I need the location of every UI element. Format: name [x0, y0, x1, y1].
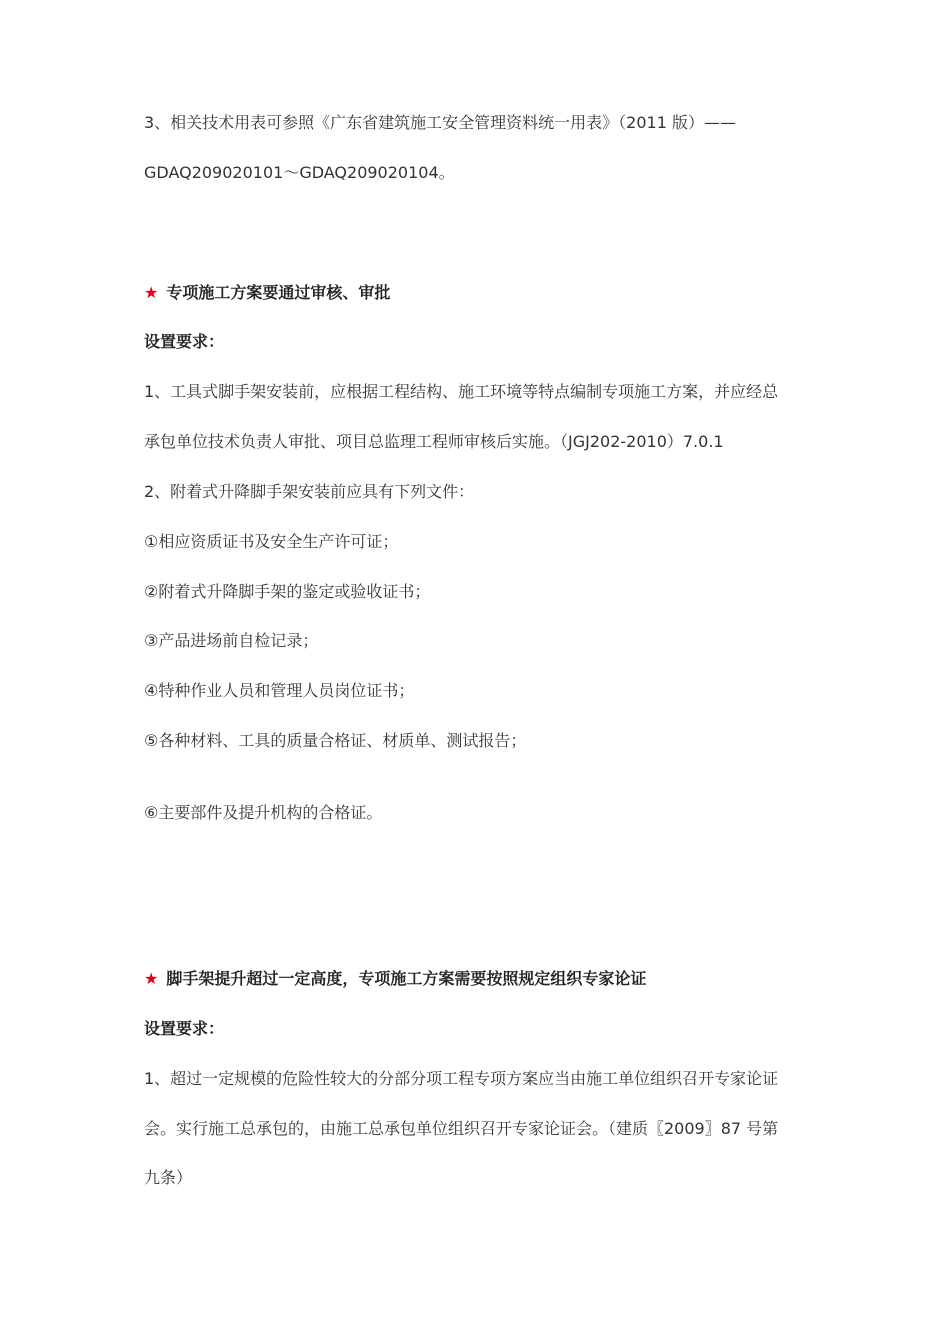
list-item: ⑥主要部件及提升机构的合格证。	[144, 803, 383, 822]
paragraph-line: 2、附着式升降脚手架安装前应具有下列文件：	[144, 482, 475, 501]
paragraph-line: 会。实行施工总承包的，由施工总承包单位组织召开专家论证会。（建质〖2009〗87 号第	[144, 1119, 779, 1138]
section-heading-text: 专项施工方案要通过审核、审批	[166, 283, 391, 302]
section-heading-text: 脚手架提升超过一定高度，专项施工方案需要按照规定组织专家论证	[166, 969, 647, 988]
paragraph-line: 九条）	[144, 1168, 193, 1187]
paragraph-line: 承包单位技术负责人审批、项目总监理工程师审核后实施。（JGJ202-2010）7.0.1	[144, 432, 724, 451]
reference-line-1: 3、相关技术用表可参照《广东省建筑施工安全管理资料统一用表》（2011 版）——	[144, 113, 736, 132]
paragraph-line: 1、超过一定规模的危险性较大的分部分项工程专项方案应当由施工单位组织召开专家论证	[144, 1069, 779, 1088]
requirement-label: 设置要求：	[144, 332, 225, 351]
list-item: ④特种作业人员和管理人员岗位证书；	[144, 681, 415, 700]
list-item: ②附着式升降脚手架的鉴定或验收证书；	[144, 582, 431, 601]
list-item: ①相应资质证书及安全生产许可证；	[144, 532, 399, 551]
section-heading-expert	[144, 967, 646, 991]
list-item: ⑤各种材料、工具的质量合格证、材质单、测试报告；	[144, 731, 527, 750]
list-item: ③产品进场前自检记录；	[144, 631, 319, 650]
star-icon: ★	[144, 283, 159, 302]
section-heading-review	[144, 281, 390, 305]
star-icon: ★	[144, 969, 159, 988]
requirement-label: 设置要求：	[144, 1019, 225, 1038]
paragraph-line: 1、工具式脚手架安装前，应根据工程结构、施工环境等特点编制专项施工方案，并应经总	[144, 382, 779, 401]
reference-line-2: GDAQ209020101～GDAQ209020104。	[144, 163, 455, 182]
